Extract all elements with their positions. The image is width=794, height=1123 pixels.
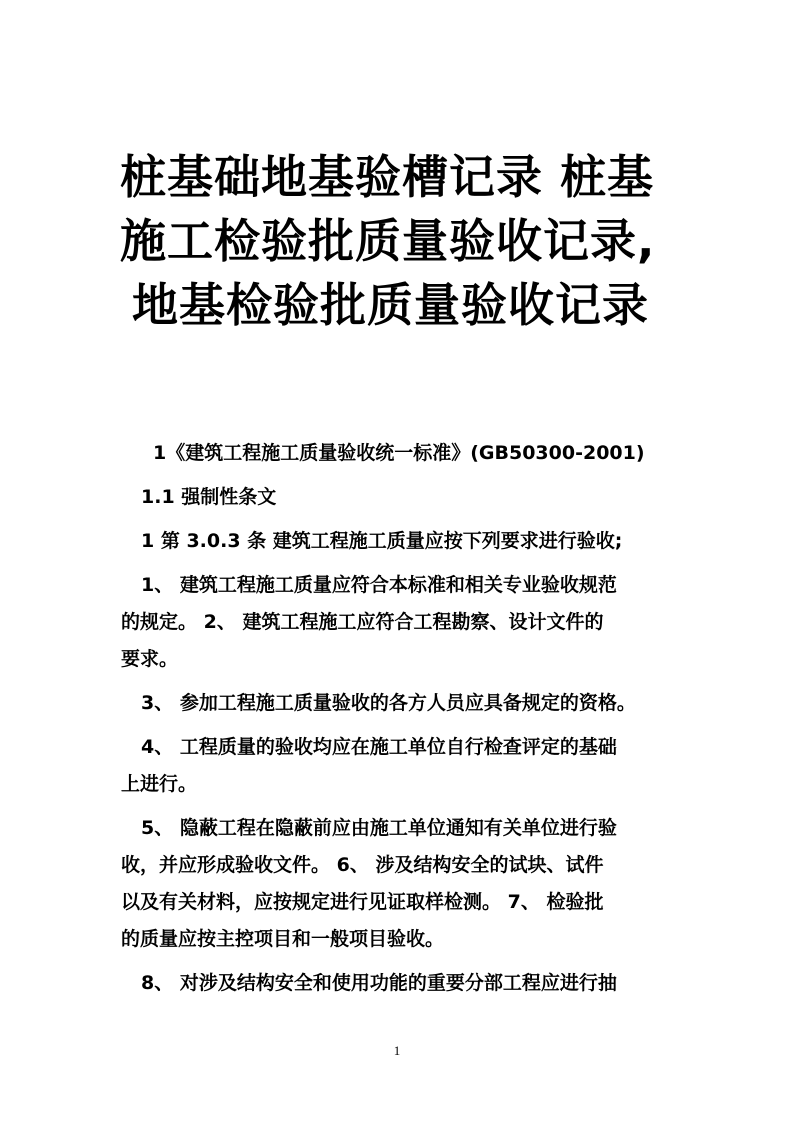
title-line: 施工检验批质量验收记录, [120,214,656,268]
title-line: 桩基础地基验槽记录 桩基 [120,150,655,204]
document-title [120,145,700,337]
body-line: 要求。 [121,648,179,670]
body-line: 以及有关材料，应按规定进行见证取样检测。 7、 检验批 [121,891,604,913]
page-number: 1 [393,1043,401,1058]
body-line: 4、 工程质量的验收均应在施工单位自行检查评定的基础 [141,736,617,758]
body-line: 的规定。 2、 建筑工程施工应符合工程勘察、设计文件的 [121,611,604,633]
body-line: 8、 对涉及结构安全和使用功能的重要分部工程应进行抽 [141,972,617,994]
title-line: 地基检验批质量验收记录 [132,278,649,332]
clause-line: 1 第 3.0.3 条 建筑工程施工质量应按下列要求进行验收; [141,530,623,552]
body-line: 5、 隐蔽工程在隐蔽前应由施工单位通知有关单位进行验 [141,817,617,839]
standard-heading: 1《建筑工程施工质量验收统一标准》(GB50300-2001) [153,442,645,464]
body-line: 的质量应按主控项目和一般项目验收。 [121,928,445,950]
body-line: 1、 建筑工程施工质量应符合本标准和相关专业验收规范 [141,574,617,596]
document-body [121,435,681,1002]
body-line: 3、 参加工程施工质量验收的各方人员应具备规定的资格。 [141,692,636,714]
body-line: 收，并应形成验收文件。 6、 涉及结构安全的试块、试件 [121,854,604,876]
body-line: 上进行。 [121,773,198,795]
section-heading: 1.1 强制性条文 [141,486,277,508]
